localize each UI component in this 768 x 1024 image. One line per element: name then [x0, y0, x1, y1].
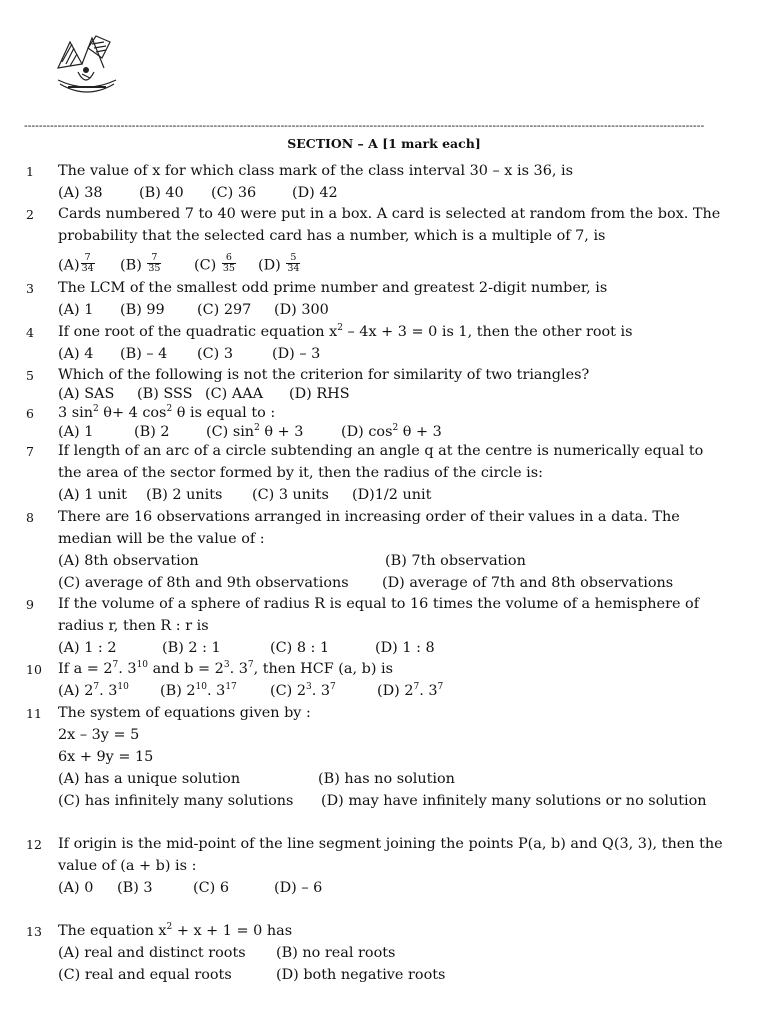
question-text: The system of equations given by :	[58, 705, 311, 721]
question-number: 7	[26, 444, 34, 459]
question-text-line-1: If length of an arc of a circle subtending an angle q at the centre is numerically equal to	[58, 443, 704, 459]
question-number: 11	[26, 706, 42, 721]
option-d: (D) 1 : 8	[375, 640, 435, 656]
option-b: (B) $\frac{7}{35}$	[120, 252, 161, 274]
option-d: (D) $2^7$. $3^7$	[377, 682, 444, 699]
option-d: (D) 42	[292, 185, 338, 201]
option-a: (A) has a unique solution	[58, 771, 241, 787]
option-a: (A) 8th observation	[58, 553, 199, 569]
option-b: (B) 40	[139, 185, 184, 201]
option-d: (D) 300	[274, 302, 329, 318]
question-text: Which of the following is not the criterion for similarity of two triangles?	[58, 367, 590, 383]
option-b: (B) has no solution	[318, 771, 455, 787]
equation-2: 6x + 9y = 15	[58, 749, 154, 765]
option-b: (B) SSS	[137, 386, 193, 402]
option-c: (C) real and equal roots	[58, 967, 232, 983]
question-number: 9	[26, 597, 34, 612]
option-d: (D) – 6	[274, 880, 323, 896]
question-text: If one root of the quadratic equation $x^2 - 4x + 3 = 0$ is 1, then the other root is	[58, 323, 633, 340]
school-emblem-icon	[52, 28, 122, 100]
option-a: (A) 0	[58, 880, 94, 896]
question-text-line-2: radius r, then R : r is	[58, 618, 209, 634]
option-b: (B) 2	[134, 424, 170, 440]
option-a: (A) 1 unit	[58, 487, 127, 503]
question-text-line-1: Cards numbered 7 to 40 were put in a box. A card is selected at random from the box. The	[58, 206, 721, 222]
option-c: (C) $2^3$. $3^7$	[270, 682, 336, 699]
option-d: (D) both negative roots	[276, 967, 446, 983]
question-number: 10	[26, 662, 42, 677]
question-text-line-2: probability that the selected card has a number, which is a multiple of 7, is	[58, 228, 606, 244]
option-a: (A) $2^7$. $3^{10}$	[58, 682, 129, 699]
question-number: 3	[26, 281, 34, 296]
question-number: 5	[26, 368, 34, 383]
option-c: (C) has infinitely many solutions	[58, 793, 294, 809]
option-d: (D) – 3	[272, 346, 321, 362]
section-title: SECTION – A [1 mark each]	[287, 136, 481, 151]
option-b: (B) 2 units	[146, 487, 223, 503]
question-text-line-2: value of (a + b) is :	[58, 858, 197, 874]
question-number: 12	[26, 837, 42, 852]
option-d: (D) may have infinitely many solutions or no solution	[321, 793, 707, 809]
option-b: (B) 99	[120, 302, 165, 318]
option-d: (D) $\cos^2 \theta + 3$	[341, 423, 442, 440]
question-text: 3 $\sin^2 \theta+ 4$ $\cos^2 \theta$ is equal to :	[58, 404, 276, 421]
question-number: 2	[26, 207, 34, 222]
option-a: (A) 1	[58, 424, 94, 440]
option-c: (C) $\sin^2 \theta + 3$	[206, 423, 304, 440]
option-c: (C) 6	[193, 880, 229, 896]
section-divider: ---------------------------------------------------------------------------------------------------------------------------------------------------------------------------------------	[24, 120, 705, 132]
question-text: If $a = 2^7$. $3^{10}$ and $b = 2^3$. $3^7$, then HCF (a, b) is	[58, 660, 394, 677]
option-c: (C) $\frac{6}{35}$	[194, 252, 235, 274]
option-b: (B) $2^{10}$. $3^{17}$	[160, 682, 237, 699]
option-b: (B) no real roots	[276, 945, 396, 961]
option-b: (B) – 4	[120, 346, 168, 362]
option-b: (B) 7th observation	[385, 553, 526, 569]
option-a: (A) 1	[58, 302, 94, 318]
option-a: (A) 38	[58, 185, 103, 201]
option-c: (C) 36	[211, 185, 257, 201]
question-number: 8	[26, 510, 34, 525]
option-c: (C) 297	[197, 302, 252, 318]
option-a: (A) $\frac{7}{34}$	[58, 252, 94, 274]
question-text: The value of x for which class mark of the class interval 30 – x is 36, is	[58, 163, 573, 179]
option-d: (D) $\frac{5}{34}$	[258, 252, 300, 274]
option-c: (C) AAA	[205, 386, 263, 402]
option-c: (C) 3	[197, 346, 233, 362]
question-text-line-1: If origin is the mid-point of the line segment joining the points P(a, b) and Q(3, 3), then the	[58, 836, 723, 852]
question-text: The LCM of the smallest odd prime number and greatest 2-digit number, is	[58, 280, 608, 296]
question-number: 13	[26, 924, 42, 939]
option-a: (A) SAS	[58, 386, 115, 402]
option-a: (A) 4	[58, 346, 94, 362]
option-c: (C) 8 : 1	[270, 640, 330, 656]
question-text-line-2: the area of the sector formed by it, then the radius of the circle is:	[58, 465, 543, 481]
question-text-line-2: median will be the value of :	[58, 531, 265, 547]
option-a: (A) real and distinct roots	[58, 945, 246, 961]
question-number: 6	[26, 406, 34, 421]
question-text-line-1: There are 16 observations arranged in increasing order of their values in a data. The	[58, 509, 680, 525]
option-b: (B) 3	[117, 880, 153, 896]
option-c: (C) 3 units	[252, 487, 329, 503]
equation-1: 2x – 3y = 5	[58, 727, 140, 743]
question-number: 4	[26, 325, 34, 340]
option-a: (A) 1 : 2	[58, 640, 117, 656]
option-b: (B) 2 : 1	[162, 640, 221, 656]
option-c: (C) average of 8th and 9th observations	[58, 575, 349, 591]
question-number: 1	[26, 164, 34, 179]
question-text: The equation $x^2 + x + 1 = 0$ has	[58, 922, 293, 939]
question-text-line-1: If the volume of a sphere of radius R is equal to 16 times the volume of a hemisphere of	[58, 596, 700, 612]
option-d: (D) average of 7th and 8th observations	[382, 575, 674, 591]
option-d: (D)1/2 unit	[352, 487, 432, 503]
option-d: (D) RHS	[289, 386, 350, 402]
